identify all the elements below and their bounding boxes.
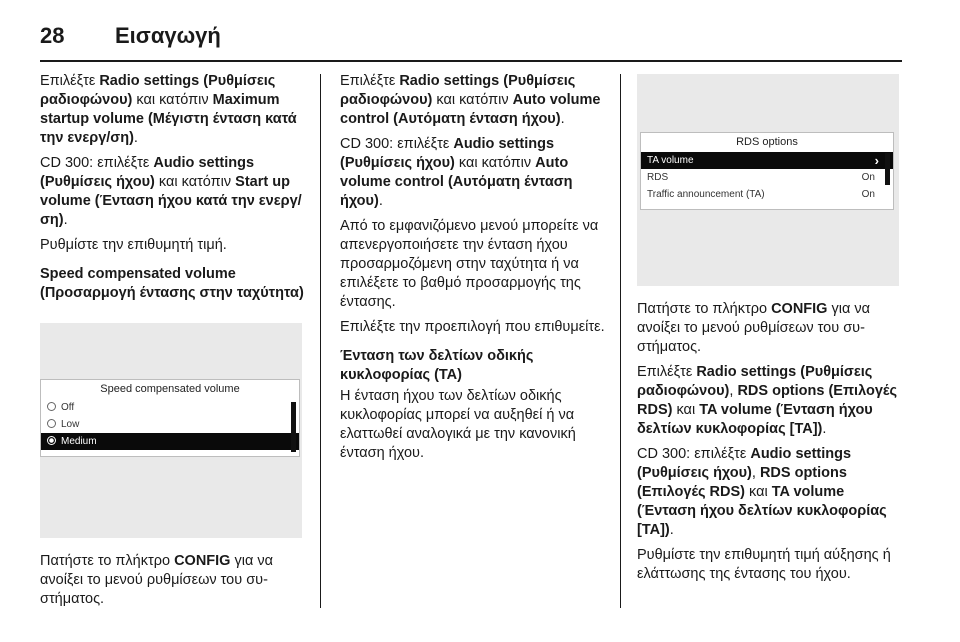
bold-text: Maximum startup volume (Μέγιστη ένταση κατά την ενεργ/ση) xyxy=(40,92,297,146)
menu-row[interactable] xyxy=(641,169,893,186)
text: , xyxy=(729,383,738,399)
column-divider xyxy=(620,74,621,608)
bold-text: TA volume (Ένταση ήχου δελτίων κυκλοφορίας [TA]) xyxy=(637,402,873,437)
paragraph: Ρυθμίστε την επιθυμητή τιμή αύξησης ή ελάττωσης της έντασης του ήχου. xyxy=(637,547,891,582)
option-label: Medium xyxy=(61,436,97,447)
text: για να ανοίξει το μενού ρυθμίσεων του συστήματος. xyxy=(40,553,274,607)
bold-text: RDS options (Επιλογές RDS) xyxy=(637,383,897,418)
paragraph: Επιλέξτε την προεπιλογή που επιθυμείτε. xyxy=(340,319,605,335)
bold-text: Radio settings (Ρυθμίσεις ραδιοφώνου) xyxy=(40,73,276,108)
screenshot-speed-volume xyxy=(40,323,302,538)
paragraph xyxy=(40,154,308,230)
menu-panel xyxy=(40,379,300,457)
column-2 xyxy=(340,72,608,469)
row-value: On xyxy=(861,189,875,200)
row-label: Traffic announcement (TA) xyxy=(647,189,765,200)
text: Επιλέξτε xyxy=(340,73,400,89)
paragraph xyxy=(340,135,608,211)
paragraph xyxy=(40,552,308,609)
bold-text: Auto volume control (Αυτόματη ένταση ήχου) xyxy=(340,92,601,127)
menu-row[interactable] xyxy=(641,186,893,203)
text: Επιλέξτε xyxy=(637,364,697,380)
option-label: Off xyxy=(61,402,75,413)
bold-text: Audio settings (Ρυθμίσεις ήχου) xyxy=(340,136,555,171)
bold-text: Radio settings (Ρυθμίσεις ραδιοφώνου) xyxy=(340,73,576,108)
menu-title: Speed compensated volume xyxy=(100,383,240,395)
text: . xyxy=(378,193,383,209)
row-label: RDS xyxy=(647,172,669,183)
text: . xyxy=(822,421,827,437)
column-1-bottom xyxy=(40,552,308,615)
text: και xyxy=(745,484,772,500)
column-divider xyxy=(320,74,321,608)
paragraph: Ρυθμίστε την επιθυμητή τιμή. xyxy=(40,237,227,253)
menu-option[interactable] xyxy=(41,399,299,416)
scrollbar[interactable] xyxy=(885,153,890,185)
bold-text: CONFIG xyxy=(771,301,828,317)
paragraph: Η ένταση ήχου των δελτίων οδικής κυκλοφορίας μπορεί να αυξηθεί ή να ελαττωθεί αναλογικά με την κανονική ένταση ήχου. xyxy=(340,388,576,461)
bold-text: Auto volume control (Αυτόματη ένταση ήχου) xyxy=(340,155,573,209)
row-label: TA volume xyxy=(647,155,694,166)
text: . xyxy=(560,111,565,127)
text: και xyxy=(672,402,700,418)
menu-option[interactable] xyxy=(41,416,299,433)
row-value: On xyxy=(861,172,875,183)
column-3 xyxy=(637,300,907,590)
text: CD 300: επιλέξτε xyxy=(637,446,751,462)
chevron-right-icon: › xyxy=(874,153,879,168)
page-number: 28 xyxy=(40,23,65,48)
chapter-title: Εισαγωγή xyxy=(115,23,221,48)
column-1 xyxy=(40,72,308,311)
screenshot-rds-options xyxy=(637,74,899,286)
radio-icon xyxy=(47,402,56,411)
header-rule xyxy=(40,60,902,62)
section-heading: Ένταση των δελτίων οδικής κυκλοφορίας (TA) xyxy=(340,348,534,383)
radio-selected-icon xyxy=(47,436,56,445)
paragraph xyxy=(637,300,907,357)
paragraph: Από το εμφανιζόμενο μενού μπορείτε να απενεργοποιήσετε την ένταση ήχου προσαρμοζόμενη στην ταχύτητα ή να επιλέξετε το βαθμό προσαρμογής της έντασης. xyxy=(340,218,599,310)
menu-row-selected[interactable] xyxy=(641,152,893,169)
text: για να ανοίξει το μενού ρυθμίσεων του συστήματος. xyxy=(637,301,871,355)
option-label: Low xyxy=(61,419,80,430)
section-heading: Speed compensated volume (Προσαρμογή έντασης στην ταχύτητα) xyxy=(40,266,304,301)
bold-text: Start up volume (Ένταση ήχου κατά την ενεργ/ση) xyxy=(40,174,302,228)
menu-title: RDS options xyxy=(736,136,798,148)
bold-text: TA volume (Ένταση ήχου δελτίων κυκλοφορίας [TA]) xyxy=(637,484,887,538)
text: . xyxy=(133,130,138,146)
text: Επιλέξτε xyxy=(40,73,100,89)
text: Πατήστε το πλήκτρο xyxy=(40,553,175,569)
text: και κατόπιν xyxy=(132,92,213,108)
paragraph xyxy=(40,72,308,148)
text: . xyxy=(669,522,674,538)
text: CD 300: επιλέξτε xyxy=(40,155,154,171)
text: και κατόπιν xyxy=(154,174,236,190)
text: , xyxy=(751,465,760,481)
paragraph xyxy=(637,363,907,439)
bold-text: Audio settings (Ρυθμίσεις ήχου) xyxy=(637,446,852,481)
paragraph xyxy=(637,445,907,540)
menu-panel xyxy=(640,132,894,210)
text: Πατήστε το πλήκτρο xyxy=(637,301,772,317)
radio-icon xyxy=(47,419,56,428)
bold-text: RDS options (Επιλογές RDS) xyxy=(637,465,847,500)
text: και κατόπιν xyxy=(432,92,513,108)
menu-option-selected[interactable] xyxy=(41,433,299,450)
page-header xyxy=(40,16,221,56)
text: CD 300: επιλέξτε xyxy=(340,136,454,152)
bold-text: Audio settings (Ρυθμίσεις ήχου) xyxy=(40,155,255,190)
paragraph xyxy=(340,72,608,129)
scrollbar[interactable] xyxy=(291,402,296,452)
bold-text: Radio settings (Ρυθμίσεις ραδιοφώνου) xyxy=(637,364,873,399)
text: και κατόπιν xyxy=(454,155,536,171)
text: . xyxy=(63,212,68,228)
bold-text: CONFIG xyxy=(174,553,231,569)
